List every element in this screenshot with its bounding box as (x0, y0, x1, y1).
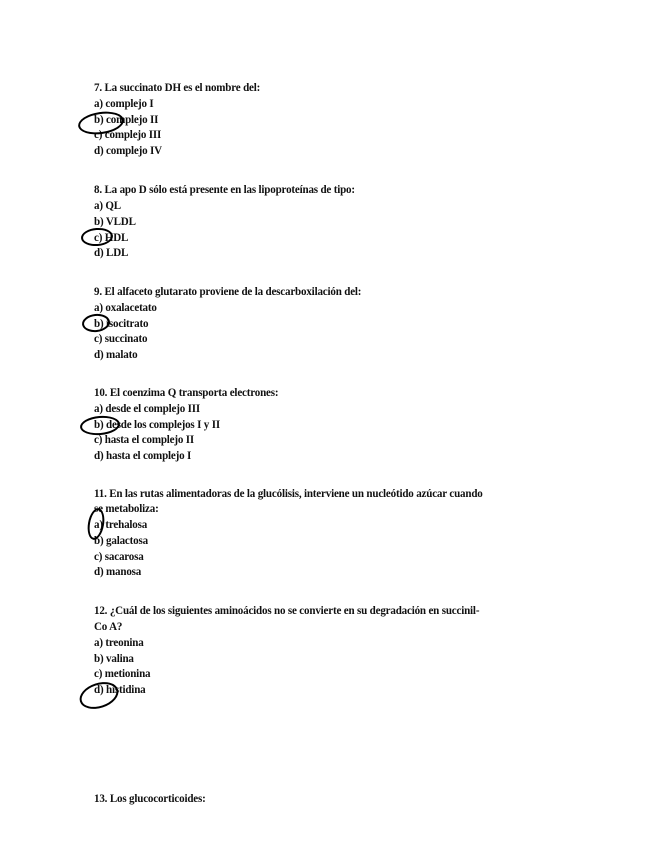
question-8-option-c: c) HDL (94, 230, 129, 244)
question-12-text-line-2: Co A? (94, 619, 123, 633)
question-12-option-c: c) metionina (94, 666, 151, 680)
question-9-option-b: b) isocitrato (94, 316, 149, 330)
question-9-option-a: a) oxalacetato (94, 300, 157, 314)
question-8-option-b: b) VLDL (94, 214, 136, 228)
question-10-text: 10. El coenzima Q transporta electrones: (94, 385, 279, 399)
question-10-option-b: b) desde los complejos I y II (94, 417, 220, 431)
question-8-text: 8. La apo D sólo está presente en las lipoproteínas de tipo: (94, 182, 355, 196)
question-10-option-a: a) desde el complejo III (94, 401, 200, 415)
question-10-option-c: c) hasta el complejo II (94, 432, 195, 446)
question-7-option-a: a) complejo I (94, 96, 154, 110)
question-7-option-d: d) complejo IV (94, 143, 162, 157)
question-11-option-d: d) manosa (94, 564, 142, 578)
question-7-option-b: b) complejo II (94, 112, 159, 126)
question-8-option-a: a) QL (94, 198, 121, 212)
question-13-text: 13. Los glucocorticoides: (94, 791, 206, 805)
question-9-option-c: c) succinato (94, 331, 148, 345)
question-7-text: 7. La succinato DH es el nombre del: (94, 80, 261, 94)
question-11-option-b: b) galactosa (94, 533, 148, 547)
question-12-option-a: a) treonina (94, 635, 144, 649)
question-7-option-c: c) complejo III (94, 127, 162, 141)
question-11-option-a: a) trehalosa (94, 517, 148, 531)
question-11-option-c: c) sacarosa (94, 549, 144, 563)
question-11-text-line-1: 11. En las rutas alimentadoras de la glucólisis, interviene un nucleótido azúcar cuando (94, 486, 483, 500)
question-9-option-d: d) malato (94, 347, 138, 361)
question-11-text-line-2: se metaboliza: (94, 501, 159, 515)
question-9-text: 9. El alfaceto glutarato proviene de la descarboxilación del: (94, 284, 362, 298)
question-12-option-d: d) histidina (94, 682, 146, 696)
question-12-text-line-1: 12. ¿Cuál de los siguientes aminoácidos no se convierte en su degradación en succinil- (94, 603, 480, 617)
question-12-option-b: b) valina (94, 651, 134, 665)
question-10-option-d: d) hasta el complejo I (94, 448, 192, 462)
question-8-option-d: d) LDL (94, 245, 129, 259)
